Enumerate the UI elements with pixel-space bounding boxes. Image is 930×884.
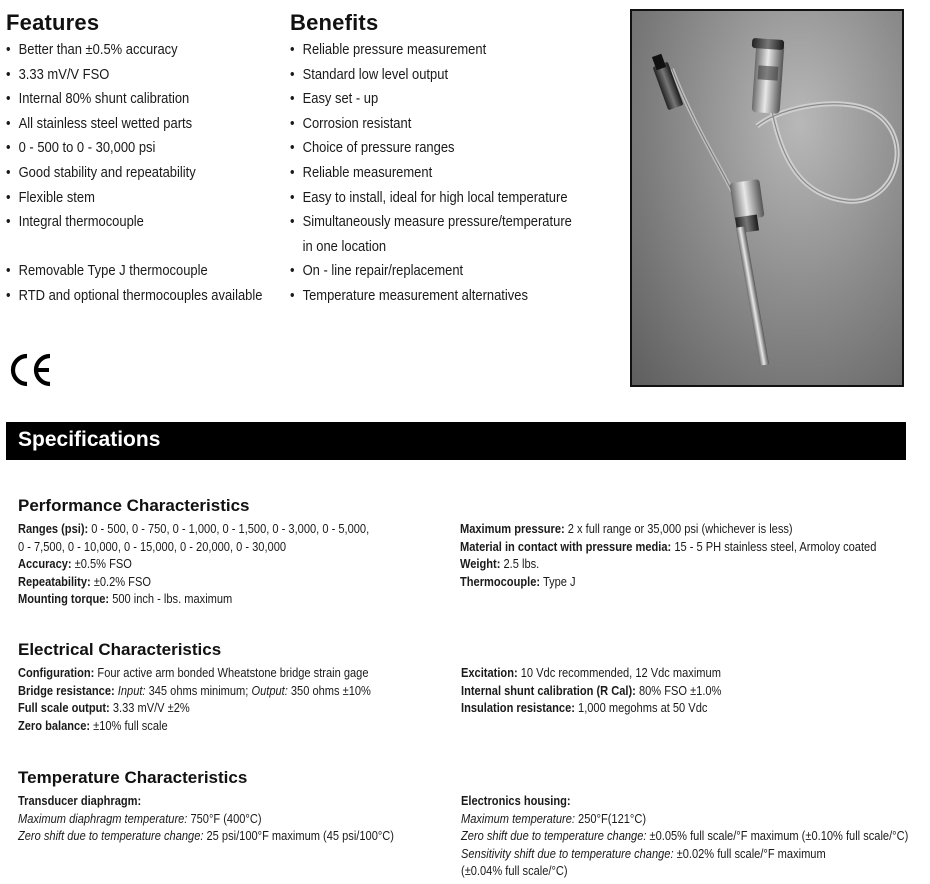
diaphragm-zero-shift-label: Zero shift due to temperature change: (18, 829, 204, 843)
excitation-value: 10 Vdc recommended, 12 Vdc maximum (520, 666, 721, 680)
performance-left-column (18, 521, 369, 609)
accuracy-value: ±0.5% FSO (74, 557, 132, 571)
list-item: • Reliable pressure measurement (290, 38, 572, 63)
list-item: • 0 - 500 to 0 - 30,000 psi (6, 136, 262, 161)
housing-label: Electronics housing: (461, 794, 571, 808)
weight-label: Weight: (460, 557, 501, 571)
bridge-output-value: 350 ohms ±10% (290, 683, 371, 698)
electrical-right-column (461, 665, 721, 718)
bridge-output-label: Output: (251, 683, 288, 698)
list-item: • Easy set - up (290, 87, 572, 112)
excitation-label: Excitation: (461, 666, 518, 680)
list-item: • Removable Type J thermocouple (6, 259, 262, 284)
configuration-label: Configuration: (18, 666, 95, 680)
max-pressure-value: 2 x full range or 35,000 psi (whichever is less) (567, 522, 793, 536)
temperature-right-column (461, 793, 908, 881)
bridge-input-label: Input: (117, 683, 146, 698)
list-item: • Flexible stem (6, 186, 262, 211)
bridge-input-value: 345 ohms minimum; (148, 683, 249, 698)
features-heading: Features (6, 10, 100, 35)
bridge-resistance-label: Bridge resistance: (18, 683, 115, 698)
housing-max-temp-label: Maximum temperature: (461, 811, 575, 826)
benefits-list (290, 38, 572, 309)
diaphragm-max-temp-label: Maximum diaphragm temperature: (18, 811, 188, 826)
thermocouple-label: Thermocouple: (460, 574, 541, 589)
specifications-header-bar (6, 422, 906, 460)
electrical-left-column (18, 665, 371, 735)
performance-heading: Performance Characteristics (18, 496, 250, 515)
product-photo (630, 9, 904, 387)
specifications-title: Specifications (18, 428, 161, 451)
insulation-resistance-value: 1,000 megohms at 50 Vdc (578, 701, 708, 715)
temperature-heading: Temperature Characteristics (18, 768, 248, 787)
performance-right-column (460, 521, 876, 591)
thermocouple-value: Type J (542, 574, 576, 589)
accuracy-label: Accuracy: (18, 557, 72, 571)
diaphragm-max-temp-value: 750°F (400°C) (190, 811, 262, 826)
material-label: Material in contact with pressure media: (460, 539, 672, 554)
insulation-resistance-label: Insulation resistance: (461, 701, 575, 715)
configuration-value: Four active arm bonded Wheatstone bridge strain gage (97, 666, 369, 680)
max-pressure-label: Maximum pressure: (460, 522, 565, 536)
ranges-value-continued: 0 - 7,500, 0 - 10,000, 0 - 15,000, 0 - 20,000, 0 - 30,000 (18, 539, 287, 554)
list-item: • Easy to install, ideal for high local temperature (290, 186, 572, 211)
full-scale-output-label: Full scale output: (18, 701, 110, 715)
list-item: • Good stability and repeatability (6, 161, 262, 186)
diaphragm-zero-shift-value: 25 psi/100°F maximum (45 psi/100°C) (206, 829, 395, 843)
material-value: 15 - 5 PH stainless steel, Armoloy coated (674, 539, 877, 554)
housing-zero-shift-label: Zero shift due to temperature change: (461, 829, 647, 843)
weight-value: 2.5 lbs. (503, 557, 540, 571)
features-list (6, 38, 262, 309)
ranges-value: 0 - 500, 0 - 750, 0 - 1,000, 0 - 1,500, 0 - 3,000, 0 - 5,000, (91, 522, 370, 536)
zero-balance-value: ±10% full scale (93, 718, 168, 733)
benefits-heading: Benefits (290, 10, 379, 35)
list-item: • Choice of pressure ranges (290, 136, 572, 161)
electrical-heading: Electrical Characteristics (18, 640, 222, 659)
list-item: • Integral thermocouple (6, 210, 262, 235)
torque-label: Mounting torque: (18, 592, 110, 606)
list-item: • Temperature measurement alternatives (290, 284, 572, 309)
list-item: • All stainless steel wetted parts (6, 112, 262, 137)
repeatability-value: ±0.2% FSO (93, 574, 151, 589)
list-item: • Standard low level output (290, 63, 572, 88)
repeatability-label: Repeatability: (18, 574, 91, 589)
housing-zero-shift-value: ±0.05% full scale/°F maximum (±0.10% full scale/°C) (649, 829, 909, 843)
list-item: • 3.33 mV/V FSO (6, 63, 262, 88)
ce-mark-icon (8, 350, 54, 390)
list-item: • Internal 80% shunt calibration (6, 87, 262, 112)
zero-balance-label: Zero balance: (18, 718, 91, 733)
list-item: • Simultaneously measure pressure/temperature (290, 210, 572, 235)
ranges-label: Ranges (psi): (18, 522, 89, 536)
temperature-left-column (18, 793, 394, 846)
housing-sensitivity-shift-value-continued: (±0.04% full scale/°C) (461, 864, 568, 878)
list-item: • Better than ±0.5% accuracy (6, 38, 262, 63)
pressure-transducer-image (632, 11, 904, 387)
list-spacer (6, 235, 262, 260)
housing-sensitivity-shift-label: Sensitivity shift due to temperature change: (461, 846, 674, 861)
diaphragm-label: Transducer diaphragm: (18, 794, 142, 808)
housing-sensitivity-shift-value: ±0.02% full scale/°F maximum (676, 846, 826, 861)
list-item: • RTD and optional thermocouples available (6, 284, 262, 309)
full-scale-output-value: 3.33 mV/V ±2% (112, 701, 190, 715)
list-item: • On - line repair/replacement (290, 259, 572, 284)
shunt-calibration-label: Internal shunt calibration (R Cal): (461, 683, 636, 698)
housing-max-temp-value: 250°F(121°C) (578, 811, 647, 826)
list-item: • Reliable measurement (290, 161, 572, 186)
torque-value: 500 inch - lbs. maximum (112, 592, 233, 606)
shunt-calibration-value: 80% FSO ±1.0% (638, 683, 722, 698)
list-item: • Corrosion resistant (290, 112, 572, 137)
list-item-continuation: in one location (302, 238, 387, 255)
